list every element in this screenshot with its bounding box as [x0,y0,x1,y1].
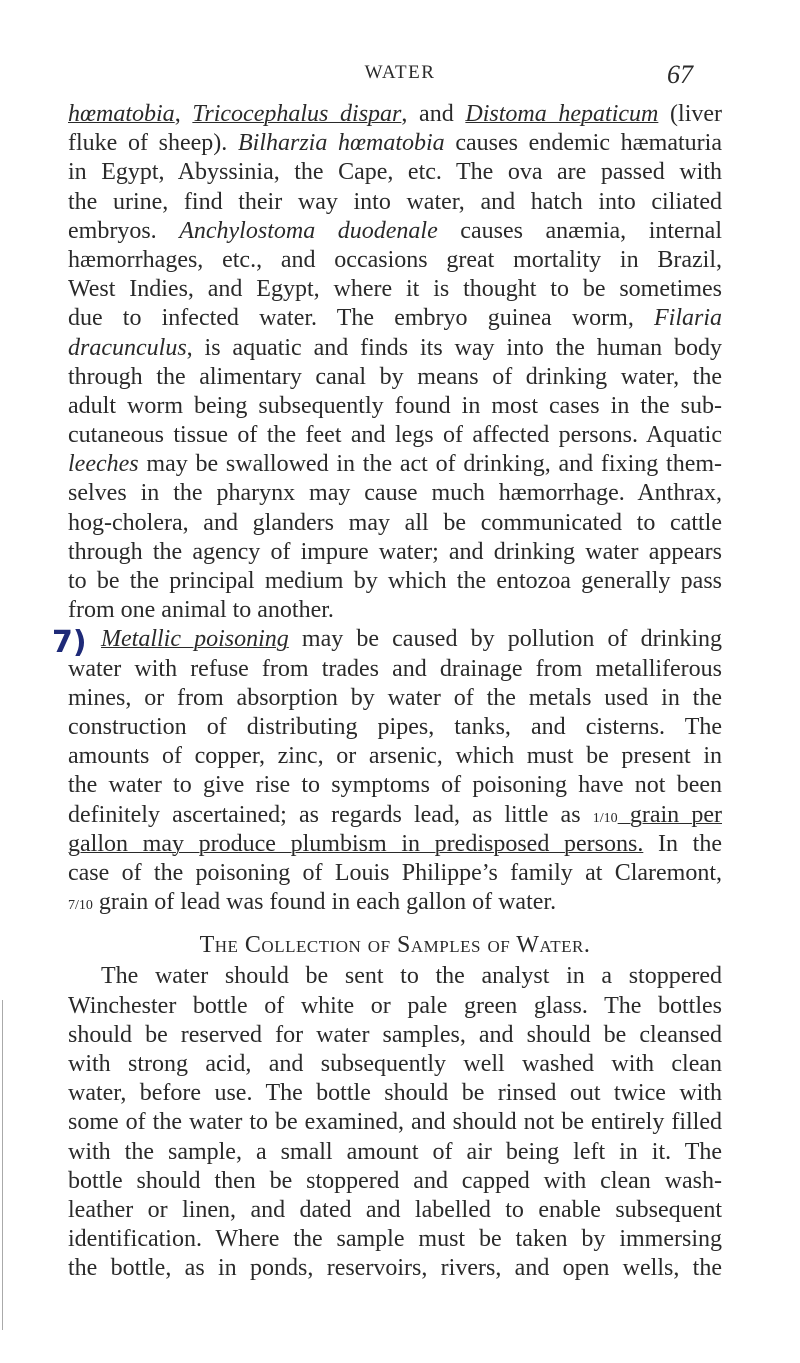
paragraph-1-line: to be the principal medium by which the entozoa generally pass [68,568,722,594]
page-body [68,100,722,1284]
paragraph-3-line: some of the water to be examined, and should not be entirely filled [68,1109,722,1136]
page-number: 67 [667,60,693,89]
paragraph-1-line: due to infected water. The embryo guinea worm, Filaria [68,305,722,332]
paragraph-3-line: with strong acid, and subsequently well washed with clean [68,1051,722,1077]
paragraph-2-line: definitely ascertained; as regards lead, as little as 1/10 grain per [68,801,722,828]
paragraph-3-line: with the sample, a small amount of air being left in it. The [68,1138,722,1165]
paragraph-1-line: hœmatobia, Tricocephalus dispar, and Distoma hepaticum (liver [68,101,723,127]
running-head-title: WATER [364,62,436,83]
section-heading: The Collection of Samples of Water. [199,932,591,959]
paragraph-1-line: hog-cholera, and glanders may all be communicated to cattle [68,509,722,536]
paragraph-2-line: Metallic poisoning may be caused by pollution of drinking [101,626,722,653]
paragraph-2-line: construction of distributing pipes, tanks, and cisterns. The [68,713,722,740]
paragraph-1-line: adult worm being subsequently found in most cases in the sub- [68,392,722,419]
paragraph-1-line: hæmorrhages, etc., and occasions great mortality in Brazil, [68,246,722,273]
paragraph-2-line: 7/10 grain of lead was found in each gallon of water. [68,889,557,916]
paragraph-3-line: leather or linen, and dated and labelled to enable subsequent [68,1196,722,1223]
paragraph-1-line: from one animal to another. [68,597,334,624]
margin-annotation: 7) [52,625,87,660]
paragraph-1-line: West Indies, and Egypt, where it is thought to be sometimes [68,276,722,303]
fraction: 1/10 [592,810,618,826]
paragraph-2-line: the water to give rise to symptoms of poisoning have not been [68,772,722,799]
paragraph-2-line: amounts of copper, zinc, or arsenic, which must be present in [68,743,722,770]
paragraph-3-line: Winchester bottle of white or pale green glass. The bottles [68,992,722,1019]
paragraph-1-line: dracunculus, is aquatic and finds its way into the human body [68,334,722,361]
paragraph-1-line: embryos. Anchylostoma duodenale causes anæmia, internal [68,217,722,244]
paragraph-3-line: should be reserved for water samples, and should be cleansed [68,1021,722,1048]
fraction: 7/10 [68,898,93,914]
paragraph-3-line: The water should be sent to the analyst in a stoppered [101,963,722,990]
paragraph-1-line: leeches may be swallowed in the act of drinking, and fixing them- [68,451,722,478]
paragraph-1-line: through the alimentary canal by means of drinking water, the [68,363,722,390]
paragraph-1-line: selves in the pharynx may cause much hæmorrhage. Anthrax, [68,480,722,507]
paragraph-2-line: mines, or from absorption by water of the metals used in the [68,684,722,711]
paragraph-1-line: the urine, find their way into water, and hatch into ciliated [68,188,722,215]
paragraph-3-line: identification. Where the sample must be taken by immersing [68,1226,722,1253]
paragraph-1-line: in Egypt, Abyssinia, the Cape, etc. The ova are passed with [68,159,722,186]
paragraph-1-line: through the agency of impure water; and drinking water appears [68,538,722,565]
paragraph-1-line: fluke of sheep). Bilharzia hœmatobia causes endemic hæmaturia [68,130,722,157]
paragraph-3-line: the bottle, as in ponds, reservoirs, rivers, and open wells, the [68,1255,722,1282]
paragraph-1-line: cutaneous tissue of the feet and legs of affected persons. Aquatic [68,422,722,449]
paragraph-2-line: water with refuse from trades and drainage from metalliferous [68,655,722,682]
scan-edge-line [2,1000,3,1330]
paragraph-3-line: bottle should then be stoppered and capped with clean wash- [68,1167,722,1194]
paragraph-3-line: water, before use. The bottle should be rinsed out twice with [68,1080,722,1107]
running-head [0,60,800,90]
paragraph-2-line: case of the poisoning of Louis Philippe’s family at Claremont, [68,859,722,886]
paragraph-2-line: gallon may produce plumbism in predisposed persons. In the [68,830,722,857]
